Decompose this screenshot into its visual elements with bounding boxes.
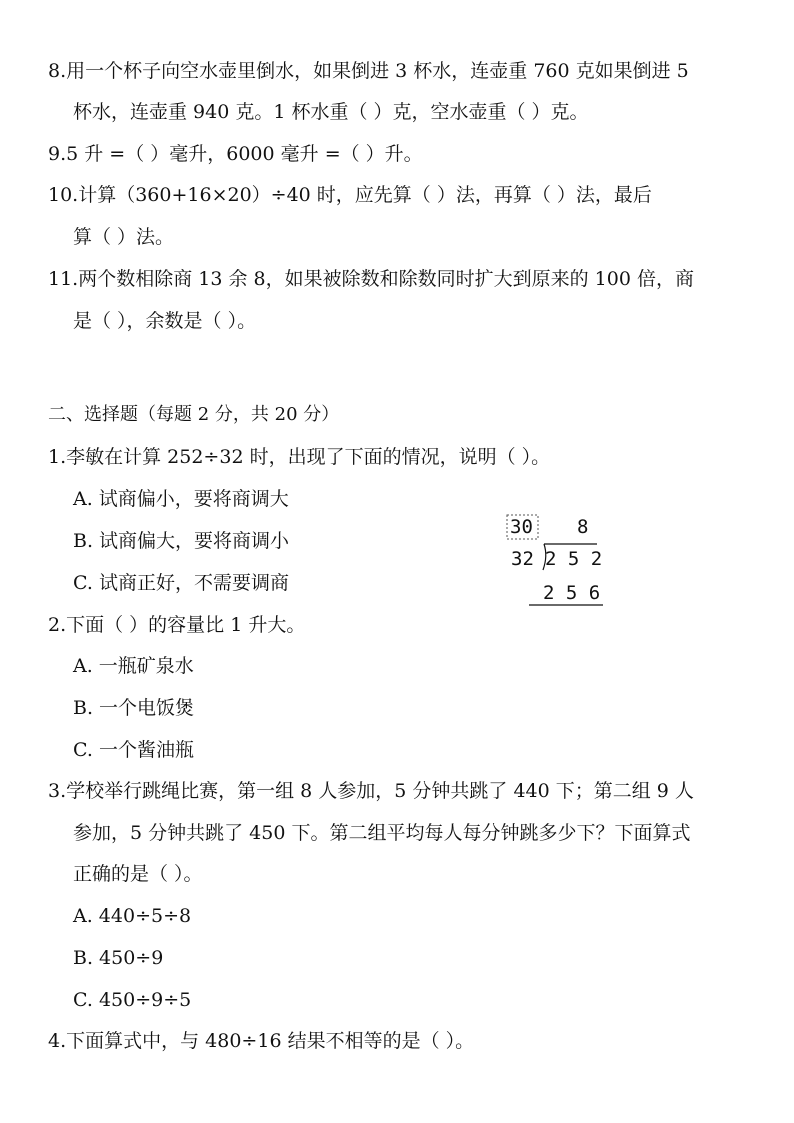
q10-line-2: 算（ ）法。 (73, 226, 175, 248)
choice-q1-option-c: C. 试商正好，不需要调商 (73, 572, 289, 594)
section-heading-choice: 二、选择题（每题 2 分，共 20 分） (48, 404, 340, 425)
choice-q2-stem: 2.下面（ ）的容量比 1 升大。 (48, 614, 306, 636)
choice-q3-line-2: 参加，5 分钟共跳了 450 下。第二组平均每人每分钟跳多少下？下面算式 (73, 822, 691, 844)
q8-line-1: 8.用一个杯子向空水壶里倒水，如果倒进 3 杯水，连壶重 760 克如果倒进 5 (48, 60, 689, 82)
quotient-digit: 8 (577, 516, 589, 538)
choice-q3-line-1: 3.学校举行跳绳比赛，第一组 8 人参加，5 分钟共跳了 440 下；第二组 9 人 (48, 780, 694, 802)
choice-q2-option-c: C. 一个酱油瓶 (73, 739, 194, 761)
q8-line-2: 杯水，连壶重 940 克。1 杯水重（ ）克，空水壶重（ ）克。 (73, 101, 589, 123)
choice-q1-stem: 1.李敏在计算 252÷32 时，出现了下面的情况，说明（ ）。 (48, 446, 551, 468)
long-division-figure (505, 512, 615, 612)
q11-line-2: 是（ ），余数是（ ）。 (73, 310, 257, 332)
trial-quotient: 30 (510, 516, 533, 538)
q9-text: 9.5 升 =（ ）毫升，6000 毫升 =（ ）升。 (48, 143, 423, 165)
choice-q1-option-a: A. 试商偏小，要将商调大 (73, 488, 289, 510)
choice-q2-option-a: A. 一瓶矿泉水 (73, 655, 194, 677)
dividend: 2 5 2 (545, 548, 603, 570)
product: 2 5 6 (543, 582, 601, 604)
choice-q3-option-a: A. 440÷5÷8 (73, 905, 192, 927)
choice-q3-line-3: 正确的是（ ）。 (73, 863, 203, 885)
choice-q3-option-b: B. 450÷9 (73, 947, 164, 969)
q11-line-1: 11.两个数相除商 13 余 8，如果被除数和除数同时扩大到原来的 100 倍，商 (48, 268, 694, 290)
divisor: 32 (511, 548, 534, 570)
q10-line-1: 10.计算（360+16×20）÷40 时，应先算（ ）法，再算（ ）法，最后 (48, 184, 652, 206)
choice-q3-option-c: C. 450÷9÷5 (73, 989, 192, 1011)
choice-q2-option-b: B. 一个电饭煲 (73, 697, 195, 719)
choice-q4-stem: 4.下面算式中，与 480÷16 结果不相等的是（ ）。 (48, 1030, 475, 1052)
choice-q1-option-b: B. 试商偏大，要将商调小 (73, 530, 290, 552)
